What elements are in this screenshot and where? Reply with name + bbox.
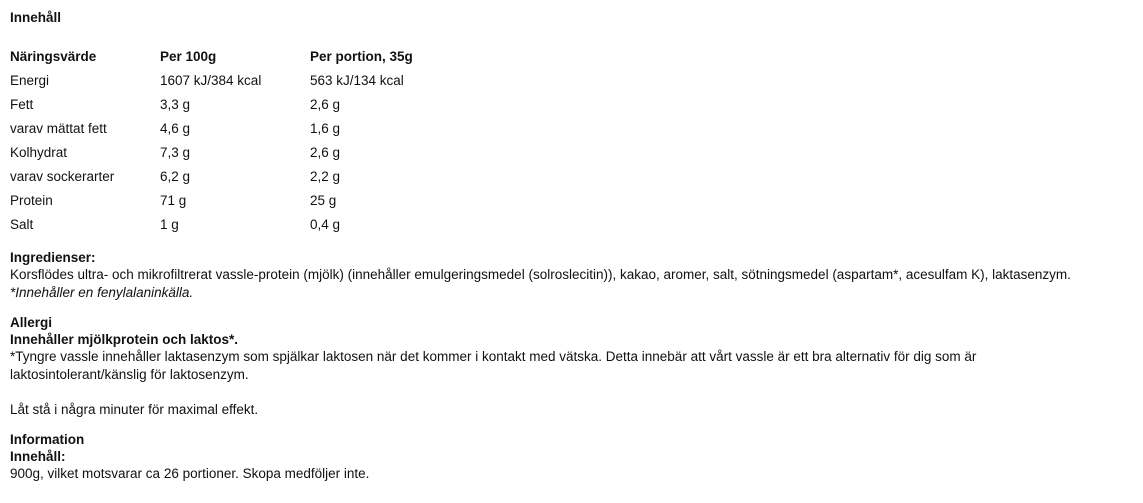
value-per-portion: 2,6 g xyxy=(310,96,341,112)
value-per-100g: 1 g xyxy=(160,216,179,232)
nutrient-name: Kolhydrat xyxy=(10,144,68,160)
spacer xyxy=(10,384,1135,401)
ingredients-heading: Ingredienser: xyxy=(10,250,96,265)
nutrition-header-per-portion: Per portion, 35g xyxy=(310,48,413,64)
nutrition-row xyxy=(10,68,413,92)
usage-tip: Låt stå i några minuter för maximal effekt. xyxy=(10,402,259,417)
value-per-100g: 4,6 g xyxy=(160,120,191,136)
allergy-text-line-1: *Tyngre vassle innehåller laktasenzym som spjälkar laktosen när det kommer i kontakt med vätska. Detta innebär att vårt vassle är ett bra alternativ för dig som är xyxy=(10,349,977,364)
ingredients-section xyxy=(10,249,1135,302)
content-title: Innehåll xyxy=(10,10,62,25)
product-info-page xyxy=(10,9,1135,483)
nutrient-name: Fett xyxy=(10,96,34,112)
nutrition-row xyxy=(10,116,413,140)
nutrition-row xyxy=(10,188,413,212)
information-subheading: Innehåll: xyxy=(10,449,66,464)
value-per-portion: 1,6 g xyxy=(310,120,341,136)
allergy-statement: Innehåller mjölkprotein och laktos*. xyxy=(10,332,239,347)
allergy-section xyxy=(10,314,1135,419)
value-per-100g: 1607 kJ/384 kcal xyxy=(160,72,262,88)
ingredients-text: Korsflödes ultra- och mikrofiltrerat vassle-protein (mjölk) (innehåller emulgeringsmedel (solroslecitin)), kakao, aromer, salt, sötningsmedel (aspartam*, acesulfam K), laktasenzym. xyxy=(10,267,1071,282)
value-per-portion: 25 g xyxy=(310,192,337,208)
nutrient-name: varav mättat fett xyxy=(10,120,107,136)
value-per-portion: 563 kJ/134 kcal xyxy=(310,72,404,88)
value-per-100g: 7,3 g xyxy=(160,144,191,160)
nutrition-row xyxy=(10,140,413,164)
ingredients-note: *Innehåller en fenylalaninkälla. xyxy=(10,285,194,300)
value-per-100g: 6,2 g xyxy=(160,168,191,184)
value-per-100g: 71 g xyxy=(160,192,187,208)
nutrition-row xyxy=(10,212,413,236)
nutrient-name: Salt xyxy=(10,216,34,232)
value-per-portion: 2,6 g xyxy=(310,144,341,160)
nutrient-name: varav sockerarter xyxy=(10,168,115,184)
allergy-heading: Allergi xyxy=(10,315,53,330)
nutrition-header-nutrient: Näringsvärde xyxy=(10,48,97,64)
information-text: 900g, vilket motsvarar ca 26 portioner. Skopa medföljer inte. xyxy=(10,466,370,481)
nutrition-row xyxy=(10,164,413,188)
information-heading: Information xyxy=(10,432,85,447)
value-per-portion: 0,4 g xyxy=(310,216,341,232)
nutrition-header-row xyxy=(10,44,413,68)
nutrient-name: Protein xyxy=(10,192,53,208)
nutrition-header-per-100g: Per 100g xyxy=(160,48,217,64)
information-section xyxy=(10,431,1135,483)
nutrition-row xyxy=(10,92,413,116)
value-per-portion: 2,2 g xyxy=(310,168,341,184)
nutrient-name: Energi xyxy=(10,72,50,88)
nutrition-table xyxy=(10,44,413,236)
allergy-text-line-2: laktosintolerant/känslig för laktosenzym. xyxy=(10,367,249,382)
value-per-100g: 3,3 g xyxy=(160,96,191,112)
